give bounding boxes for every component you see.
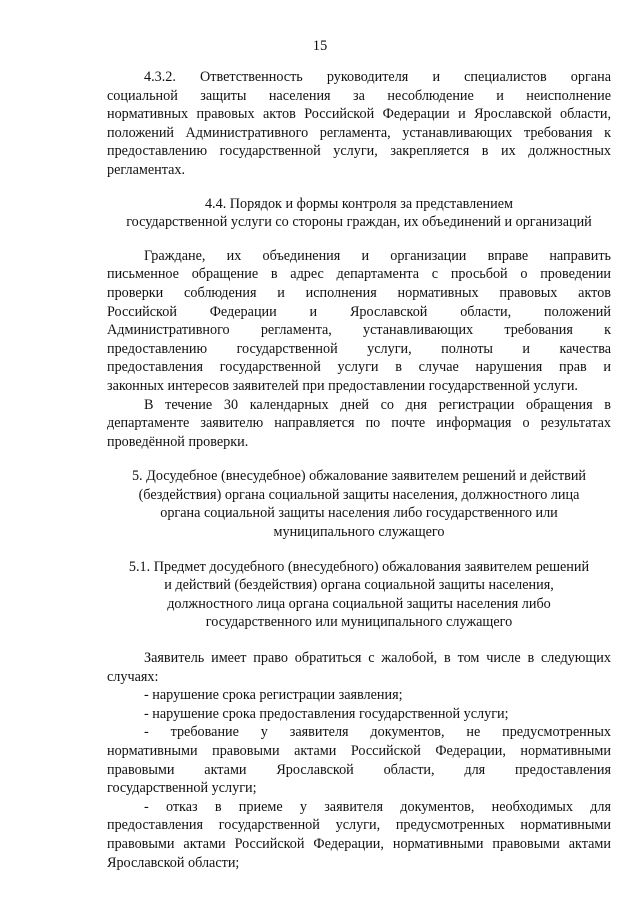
paragraph-4-4-term (107, 396, 611, 452)
list-item (107, 686, 611, 705)
text-line: - нарушение срока регистрации заявления; (144, 687, 403, 704)
text-line: положений Административного регламента, устанавливающих требования к (107, 124, 611, 141)
page-number: 15 (312, 38, 328, 54)
heading-5 (107, 467, 611, 541)
heading-line: и действий (бездействия) органа социальной защиты населения, (164, 577, 554, 594)
text-line: департаменте заявителю направляется по почте информация о результатах (107, 415, 611, 432)
text-line: - отказ в приеме у заявителя документов, необходимых для (144, 798, 611, 815)
heading-5-1 (107, 558, 611, 632)
heading-line: (бездействия) органа социальной защиты населения, должностного лица (138, 486, 580, 503)
paragraph-4-3-2 (107, 68, 611, 180)
document-body (107, 68, 611, 872)
text-line: предоставлению государственной услуги, полноты и качества (107, 340, 611, 357)
complaint-cases-list (107, 686, 611, 872)
heading-4-4 (107, 195, 611, 232)
text-line: социальной защиты населения за несоблюдение и неисполнение (107, 87, 611, 104)
text-line: Граждане, их объединения и организации вправе направить (144, 247, 611, 264)
heading-line: органа социальной защиты населения либо государственного или (160, 505, 558, 522)
text-line: предоставления государственной услуги, предусмотренных нормативными (107, 817, 611, 834)
text-line: предоставлению государственной услуги, закрепляется в их должностных (107, 143, 611, 160)
heading-line: 4.4. Порядок и формы контроля за представлением (204, 195, 514, 212)
text-line: - требование у заявителя документов, не предусмотренных (144, 724, 611, 741)
heading-line: 5. Досудебное (внесудебное) обжалование заявителем решений и действий (131, 468, 587, 485)
text-line: регламентах. (107, 161, 186, 178)
paragraph-5-1-intro (107, 649, 611, 686)
list-item (107, 723, 611, 797)
text-line: правовыми актами Ярославской области, для предоставления (107, 761, 611, 778)
text-line: письменное обращение в адрес департамента с просьбой о проведении (107, 266, 611, 283)
text-line: Административного регламента, устанавливающих требования к (107, 322, 611, 339)
text-line: предоставления государственной услуги в случае нарушения прав и (107, 359, 611, 376)
heading-line: государственного или муниципального служащего (205, 614, 513, 631)
text-line: Заявитель имеет право обратиться с жалобой, в том числе в следующих (144, 650, 611, 667)
text-line: Ярославской области; (107, 854, 240, 871)
text-line: проведённой проверки. (107, 433, 249, 450)
list-item (107, 705, 611, 724)
list-item (107, 798, 611, 872)
text-line: нормативными правовыми актами Российской Федерации, нормативными (107, 743, 611, 759)
heading-line: 5.1. Предмет досудебного (внесудебного) обжалования заявителем решений (128, 558, 590, 575)
text-line: проверки соблюдения и исполнения нормативных правовых актов (107, 284, 611, 301)
heading-line: должностного лица органа социальной защиты населения либо (167, 595, 551, 612)
text-line: Российской Федерации и Ярославской области, положений (107, 303, 611, 320)
text-line: нормативных правовых актов Российской Федерации и Ярославской области, (107, 106, 611, 123)
heading-line: государственной услуги со стороны граждан, их объединений и организаций (126, 214, 592, 231)
text-line: 4.3.2. Ответственность руководителя и специалистов органа (144, 69, 611, 85)
text-line: государственной услуги; (107, 780, 257, 797)
text-line: законных интересов заявителей при предоставлении государственной услуги. (107, 377, 578, 394)
text-line: правовыми актами Российской Федерации, нормативными правовыми актами (107, 835, 611, 852)
text-line: случаях: (107, 668, 159, 685)
text-line: В течение 30 календарных дней со дня регистрации обращения в (144, 396, 611, 413)
text-line: - нарушение срока предоставления государственной услуги; (144, 705, 509, 722)
paragraph-4-4-citizens (107, 247, 611, 396)
heading-line: муниципального служащего (273, 524, 445, 541)
